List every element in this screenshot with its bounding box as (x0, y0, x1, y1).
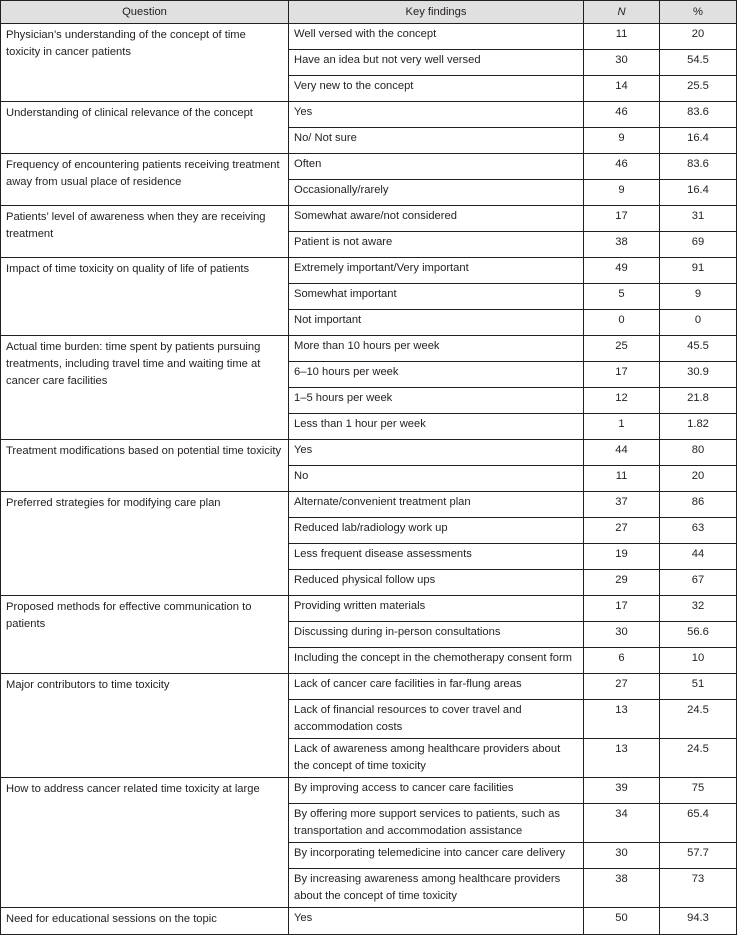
finding-cell: No/ Not sure (289, 128, 584, 154)
count-cell: 44 (584, 440, 660, 466)
count-cell: 9 (584, 128, 660, 154)
count-cell: 46 (584, 102, 660, 128)
percent-cell: 30.9 (660, 362, 737, 388)
count-cell: 29 (584, 570, 660, 596)
table-row (1, 258, 737, 284)
finding-cell: Well versed with the concept (289, 24, 584, 50)
finding-cell: Less frequent disease assessments (289, 544, 584, 570)
question-cell: Treatment modifications based on potential time toxicity (1, 440, 289, 492)
table-body (1, 24, 737, 935)
count-cell: 5 (584, 284, 660, 310)
count-cell: 0 (584, 310, 660, 336)
question-cell: Need for educational sessions on the topic (1, 908, 289, 935)
finding-cell: By offering more support services to patients, such as transportation and accommodation assistance (289, 804, 584, 843)
header-question: Question (1, 1, 289, 24)
header-findings: Key findings (289, 1, 584, 24)
percent-cell: 20 (660, 24, 737, 50)
finding-cell: Somewhat important (289, 284, 584, 310)
count-cell: 11 (584, 24, 660, 50)
finding-cell: Have an idea but not very well versed (289, 50, 584, 76)
finding-cell: Alternate/convenient treatment plan (289, 492, 584, 518)
finding-cell: Lack of financial resources to cover travel and accommodation costs (289, 700, 584, 739)
percent-cell: 31 (660, 206, 737, 232)
percent-cell: 57.7 (660, 843, 737, 869)
percent-cell: 25.5 (660, 76, 737, 102)
finding-cell: 1–5 hours per week (289, 388, 584, 414)
finding-cell: Reduced physical follow ups (289, 570, 584, 596)
percent-cell: 20 (660, 466, 737, 492)
question-cell: How to address cancer related time toxicity at large (1, 778, 289, 908)
count-cell: 37 (584, 492, 660, 518)
table-row (1, 596, 737, 622)
percent-cell: 54.5 (660, 50, 737, 76)
percent-cell: 91 (660, 258, 737, 284)
finding-cell: 6–10 hours per week (289, 362, 584, 388)
percent-cell: 44 (660, 544, 737, 570)
count-cell: 17 (584, 206, 660, 232)
count-cell: 17 (584, 362, 660, 388)
percent-cell: 75 (660, 778, 737, 804)
finding-cell: By improving access to cancer care facilities (289, 778, 584, 804)
percent-cell: 16.4 (660, 180, 737, 206)
finding-cell: No (289, 466, 584, 492)
table-row (1, 336, 737, 362)
question-cell: Proposed methods for effective communication to patients (1, 596, 289, 674)
percent-cell: 69 (660, 232, 737, 258)
percent-cell: 94.3 (660, 908, 737, 935)
count-cell: 13 (584, 739, 660, 778)
count-cell: 9 (584, 180, 660, 206)
finding-cell: By incorporating telemedicine into cancer care delivery (289, 843, 584, 869)
finding-cell: Yes (289, 908, 584, 935)
table-row (1, 492, 737, 518)
count-cell: 19 (584, 544, 660, 570)
finding-cell: Discussing during in-person consultations (289, 622, 584, 648)
percent-cell: 56.6 (660, 622, 737, 648)
table-row (1, 440, 737, 466)
percent-cell: 65.4 (660, 804, 737, 843)
table-row (1, 24, 737, 50)
question-cell: Impact of time toxicity on quality of life of patients (1, 258, 289, 336)
count-cell: 34 (584, 804, 660, 843)
count-cell: 1 (584, 414, 660, 440)
count-cell: 30 (584, 843, 660, 869)
header-percent: % (660, 1, 737, 24)
count-cell: 50 (584, 908, 660, 935)
count-cell: 30 (584, 622, 660, 648)
finding-cell: More than 10 hours per week (289, 336, 584, 362)
header-n: N (584, 1, 660, 24)
count-cell: 27 (584, 518, 660, 544)
table-row (1, 102, 737, 128)
finding-cell: Extremely important/Very important (289, 258, 584, 284)
count-cell: 27 (584, 674, 660, 700)
percent-cell: 24.5 (660, 700, 737, 739)
percent-cell: 83.6 (660, 154, 737, 180)
table-row (1, 206, 737, 232)
table-row (1, 778, 737, 804)
question-cell: Preferred strategies for modifying care plan (1, 492, 289, 596)
table-row (1, 154, 737, 180)
percent-cell: 16.4 (660, 128, 737, 154)
count-cell: 12 (584, 388, 660, 414)
percent-cell: 9 (660, 284, 737, 310)
percent-cell: 51 (660, 674, 737, 700)
question-cell: Major contributors to time toxicity (1, 674, 289, 778)
finding-cell: Reduced lab/radiology work up (289, 518, 584, 544)
question-cell: Patients’ level of awareness when they are receiving treatment (1, 206, 289, 258)
finding-cell: Occasionally/rarely (289, 180, 584, 206)
question-cell: Physician’s understanding of the concept of time toxicity in cancer patients (1, 24, 289, 102)
header-row (1, 1, 737, 24)
count-cell: 17 (584, 596, 660, 622)
finding-cell: Lack of awareness among healthcare providers about the concept of time toxicity (289, 739, 584, 778)
finding-cell: Less than 1 hour per week (289, 414, 584, 440)
percent-cell: 63 (660, 518, 737, 544)
percent-cell: 83.6 (660, 102, 737, 128)
percent-cell: 67 (660, 570, 737, 596)
question-cell: Frequency of encountering patients receiving treatment away from usual place of residence (1, 154, 289, 206)
percent-cell: 86 (660, 492, 737, 518)
finding-cell: Yes (289, 440, 584, 466)
question-cell: Actual time burden: time spent by patients pursuing treatments, including travel time and waiting time at cancer care facilities (1, 336, 289, 440)
percent-cell: 1.82 (660, 414, 737, 440)
finding-cell: Patient is not aware (289, 232, 584, 258)
percent-cell: 21.8 (660, 388, 737, 414)
count-cell: 38 (584, 232, 660, 258)
percent-cell: 45.5 (660, 336, 737, 362)
finding-cell: Often (289, 154, 584, 180)
table-row (1, 908, 737, 935)
count-cell: 14 (584, 76, 660, 102)
count-cell: 38 (584, 869, 660, 908)
percent-cell: 24.5 (660, 739, 737, 778)
percent-cell: 0 (660, 310, 737, 336)
count-cell: 46 (584, 154, 660, 180)
finding-cell: Somewhat aware/not considered (289, 206, 584, 232)
question-cell: Understanding of clinical relevance of the concept (1, 102, 289, 154)
count-cell: 13 (584, 700, 660, 739)
finding-cell: Very new to the concept (289, 76, 584, 102)
finding-cell: By increasing awareness among healthcare providers about the concept of time toxicity (289, 869, 584, 908)
count-cell: 25 (584, 336, 660, 362)
percent-cell: 32 (660, 596, 737, 622)
percent-cell: 10 (660, 648, 737, 674)
count-cell: 49 (584, 258, 660, 284)
count-cell: 39 (584, 778, 660, 804)
count-cell: 30 (584, 50, 660, 76)
finding-cell: Providing written materials (289, 596, 584, 622)
table-row (1, 674, 737, 700)
finding-cell: Yes (289, 102, 584, 128)
finding-cell: Lack of cancer care facilities in far-flung areas (289, 674, 584, 700)
count-cell: 11 (584, 466, 660, 492)
finding-cell: Not important (289, 310, 584, 336)
percent-cell: 80 (660, 440, 737, 466)
count-cell: 6 (584, 648, 660, 674)
finding-cell: Including the concept in the chemotherapy consent form (289, 648, 584, 674)
percent-cell: 73 (660, 869, 737, 908)
